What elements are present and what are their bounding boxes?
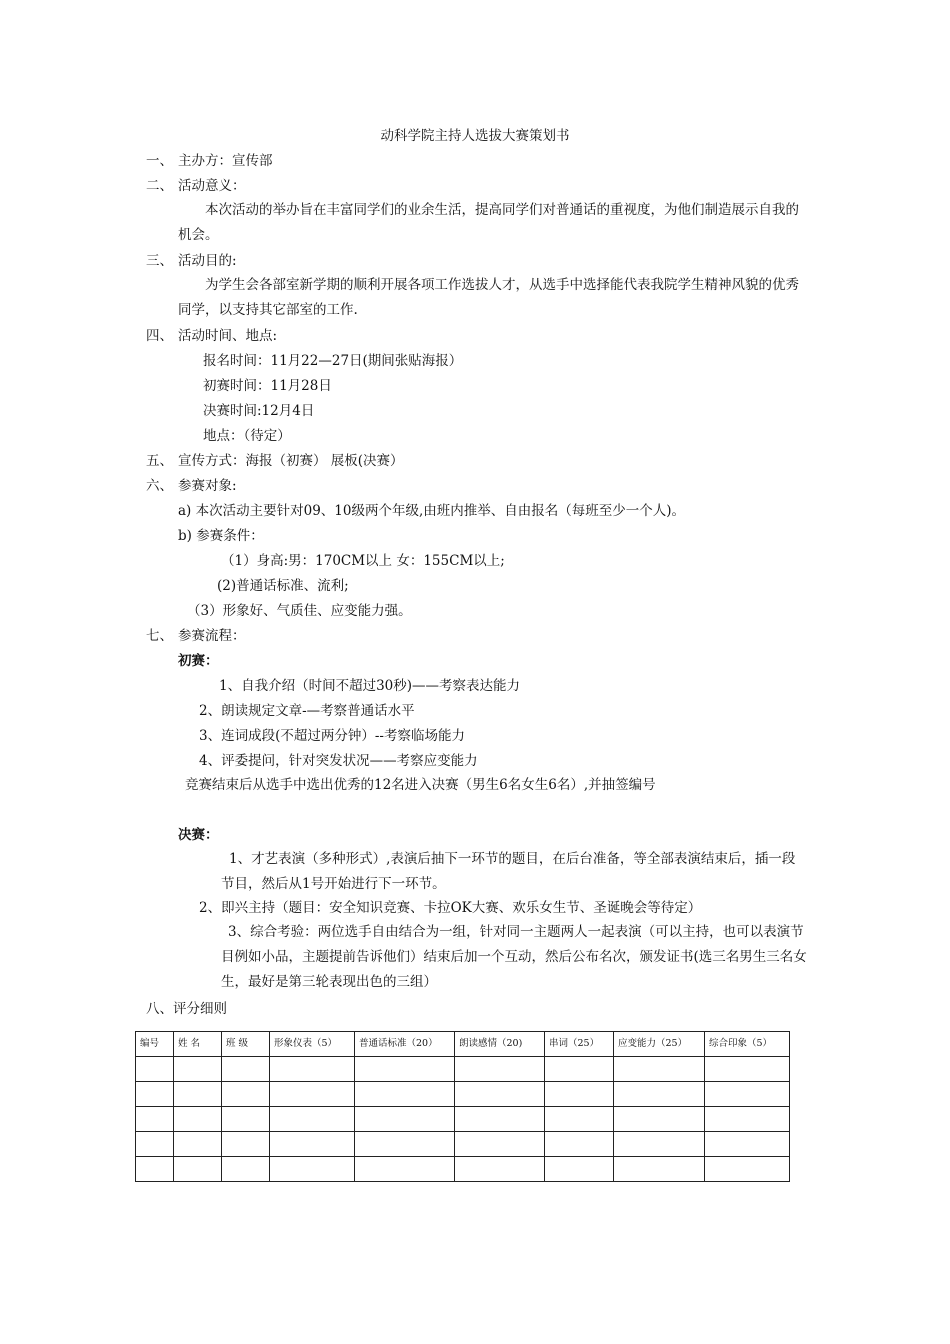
table-row: [136, 1157, 790, 1182]
preliminary-step-1: 1、自我介绍（时间不超过30秒)——考察表达能力: [219, 678, 521, 694]
section-2-heading: 活动意义：: [178, 178, 246, 194]
preliminary-heading: 初赛：: [178, 653, 219, 669]
section-1-number: 一、: [146, 153, 173, 169]
section-6-number: 六、: [146, 478, 173, 494]
col-overall: 综合印象（5）: [705, 1032, 790, 1057]
col-appearance: 形象仪表（5）: [270, 1032, 355, 1057]
preliminary-result: 竞赛结束后从选手中选出优秀的12名进入决赛（男生6名女生6名）,并抽签编号: [185, 777, 656, 793]
participants-scope: a) 本次活动主要针对09、10级两个年级,由班内推举、自由报名（每班至少一个人)。: [178, 503, 686, 519]
section-6-heading: 参赛对象:: [178, 478, 237, 494]
col-name: 姓 名: [174, 1032, 222, 1057]
preliminary-step-2: 2、朗读规定文章-—考察普通话水平: [199, 703, 415, 719]
section-3-heading: 活动目的:: [178, 253, 237, 269]
scoring-table: [135, 1031, 790, 1182]
preliminary-step-3: 3、连词成段(不超过两分钟）--考察临场能力: [199, 728, 465, 744]
venue: 地点：（待定）: [203, 428, 291, 444]
section-4-heading: 活动时间、地点:: [178, 328, 278, 344]
condition-height: （1）身高:男：170CM以上 女：155CM以上;: [221, 553, 505, 569]
col-adaptability: 应变能力（25）: [614, 1032, 705, 1057]
section-2-body: 本次活动的举办旨在丰富同学们的业余生活，提高同学们对普通话的重视度，为他们制造展示自我的机会。: [178, 202, 799, 243]
final-time: 决赛时间:12月4日: [203, 403, 315, 419]
section-4-number: 四、: [146, 328, 173, 344]
section-5-promotion: 宣传方式：海报（初赛） 展板(决赛）: [178, 453, 404, 469]
col-number: 编号: [136, 1032, 174, 1057]
preliminary-step-4: 4、评委提问，针对突发状况——考察应变能力: [199, 753, 478, 769]
scoring-table-header: [136, 1032, 790, 1057]
section-7-heading: 参赛流程：: [178, 628, 246, 644]
table-row: [136, 1132, 790, 1157]
document-title: 动科学院主持人选拔大赛策划书: [380, 128, 570, 144]
table-row: [136, 1107, 790, 1132]
preliminary-time: 初赛时间：11月28日: [203, 378, 332, 394]
section-8-heading: 八、评分细则: [146, 1001, 227, 1017]
registration-time: 报名时间：11月22—27日(期间张贴海报）: [203, 353, 463, 369]
participation-conditions: b) 参赛条件：: [178, 528, 264, 544]
col-reading: 朗读感情（20): [455, 1032, 545, 1057]
table-row: [136, 1057, 790, 1082]
condition-appearance: （3）形象好、气质佳、应变能力强。: [187, 603, 412, 619]
table-row: [136, 1082, 790, 1107]
final-step-2: 2、即兴主持（题目：安全知识竞赛、卡拉OK大赛、欢乐女生节、圣诞晚会等待定）: [199, 900, 702, 916]
section-3-number: 三、: [146, 253, 173, 269]
section-3-body: 为学生会各部室新学期的顺利开展各项工作选拔人才，从选手中选择能代表我院学生精神风貌的优秀同学，以支持其它部室的工作.: [178, 277, 799, 318]
section-7-number: 七、: [146, 628, 173, 644]
condition-mandarin: (2)普通话标准、流利;: [217, 578, 349, 594]
section-1-organizer: 主办方：宣传部: [178, 153, 273, 169]
col-mandarin: 普通话标准（20）: [355, 1032, 455, 1057]
section-2-number: 二、: [146, 178, 173, 194]
final-step-3: 3、综合考验：两位选手自由结合为一组，针对同一主题两人一起表演（可以主持，也可以表演节目例如小品，主题提前告诉他们）结束后加一个互动，然后公布名次，颁发证书(选三名男生三名女生，最好是第三轮表现出色的三组）: [221, 924, 807, 990]
col-class: 班 级: [222, 1032, 270, 1057]
col-linking: 串词（25）: [545, 1032, 614, 1057]
final-step-1: 1、才艺表演（多种形式）,表演后抽下一环节的题目，在后台准备，等全部表演结束后，插一段节目，然后从1号开始进行下一环节。: [221, 851, 796, 892]
section-5-number: 五、: [146, 453, 173, 469]
final-heading: 决赛：: [178, 827, 219, 843]
